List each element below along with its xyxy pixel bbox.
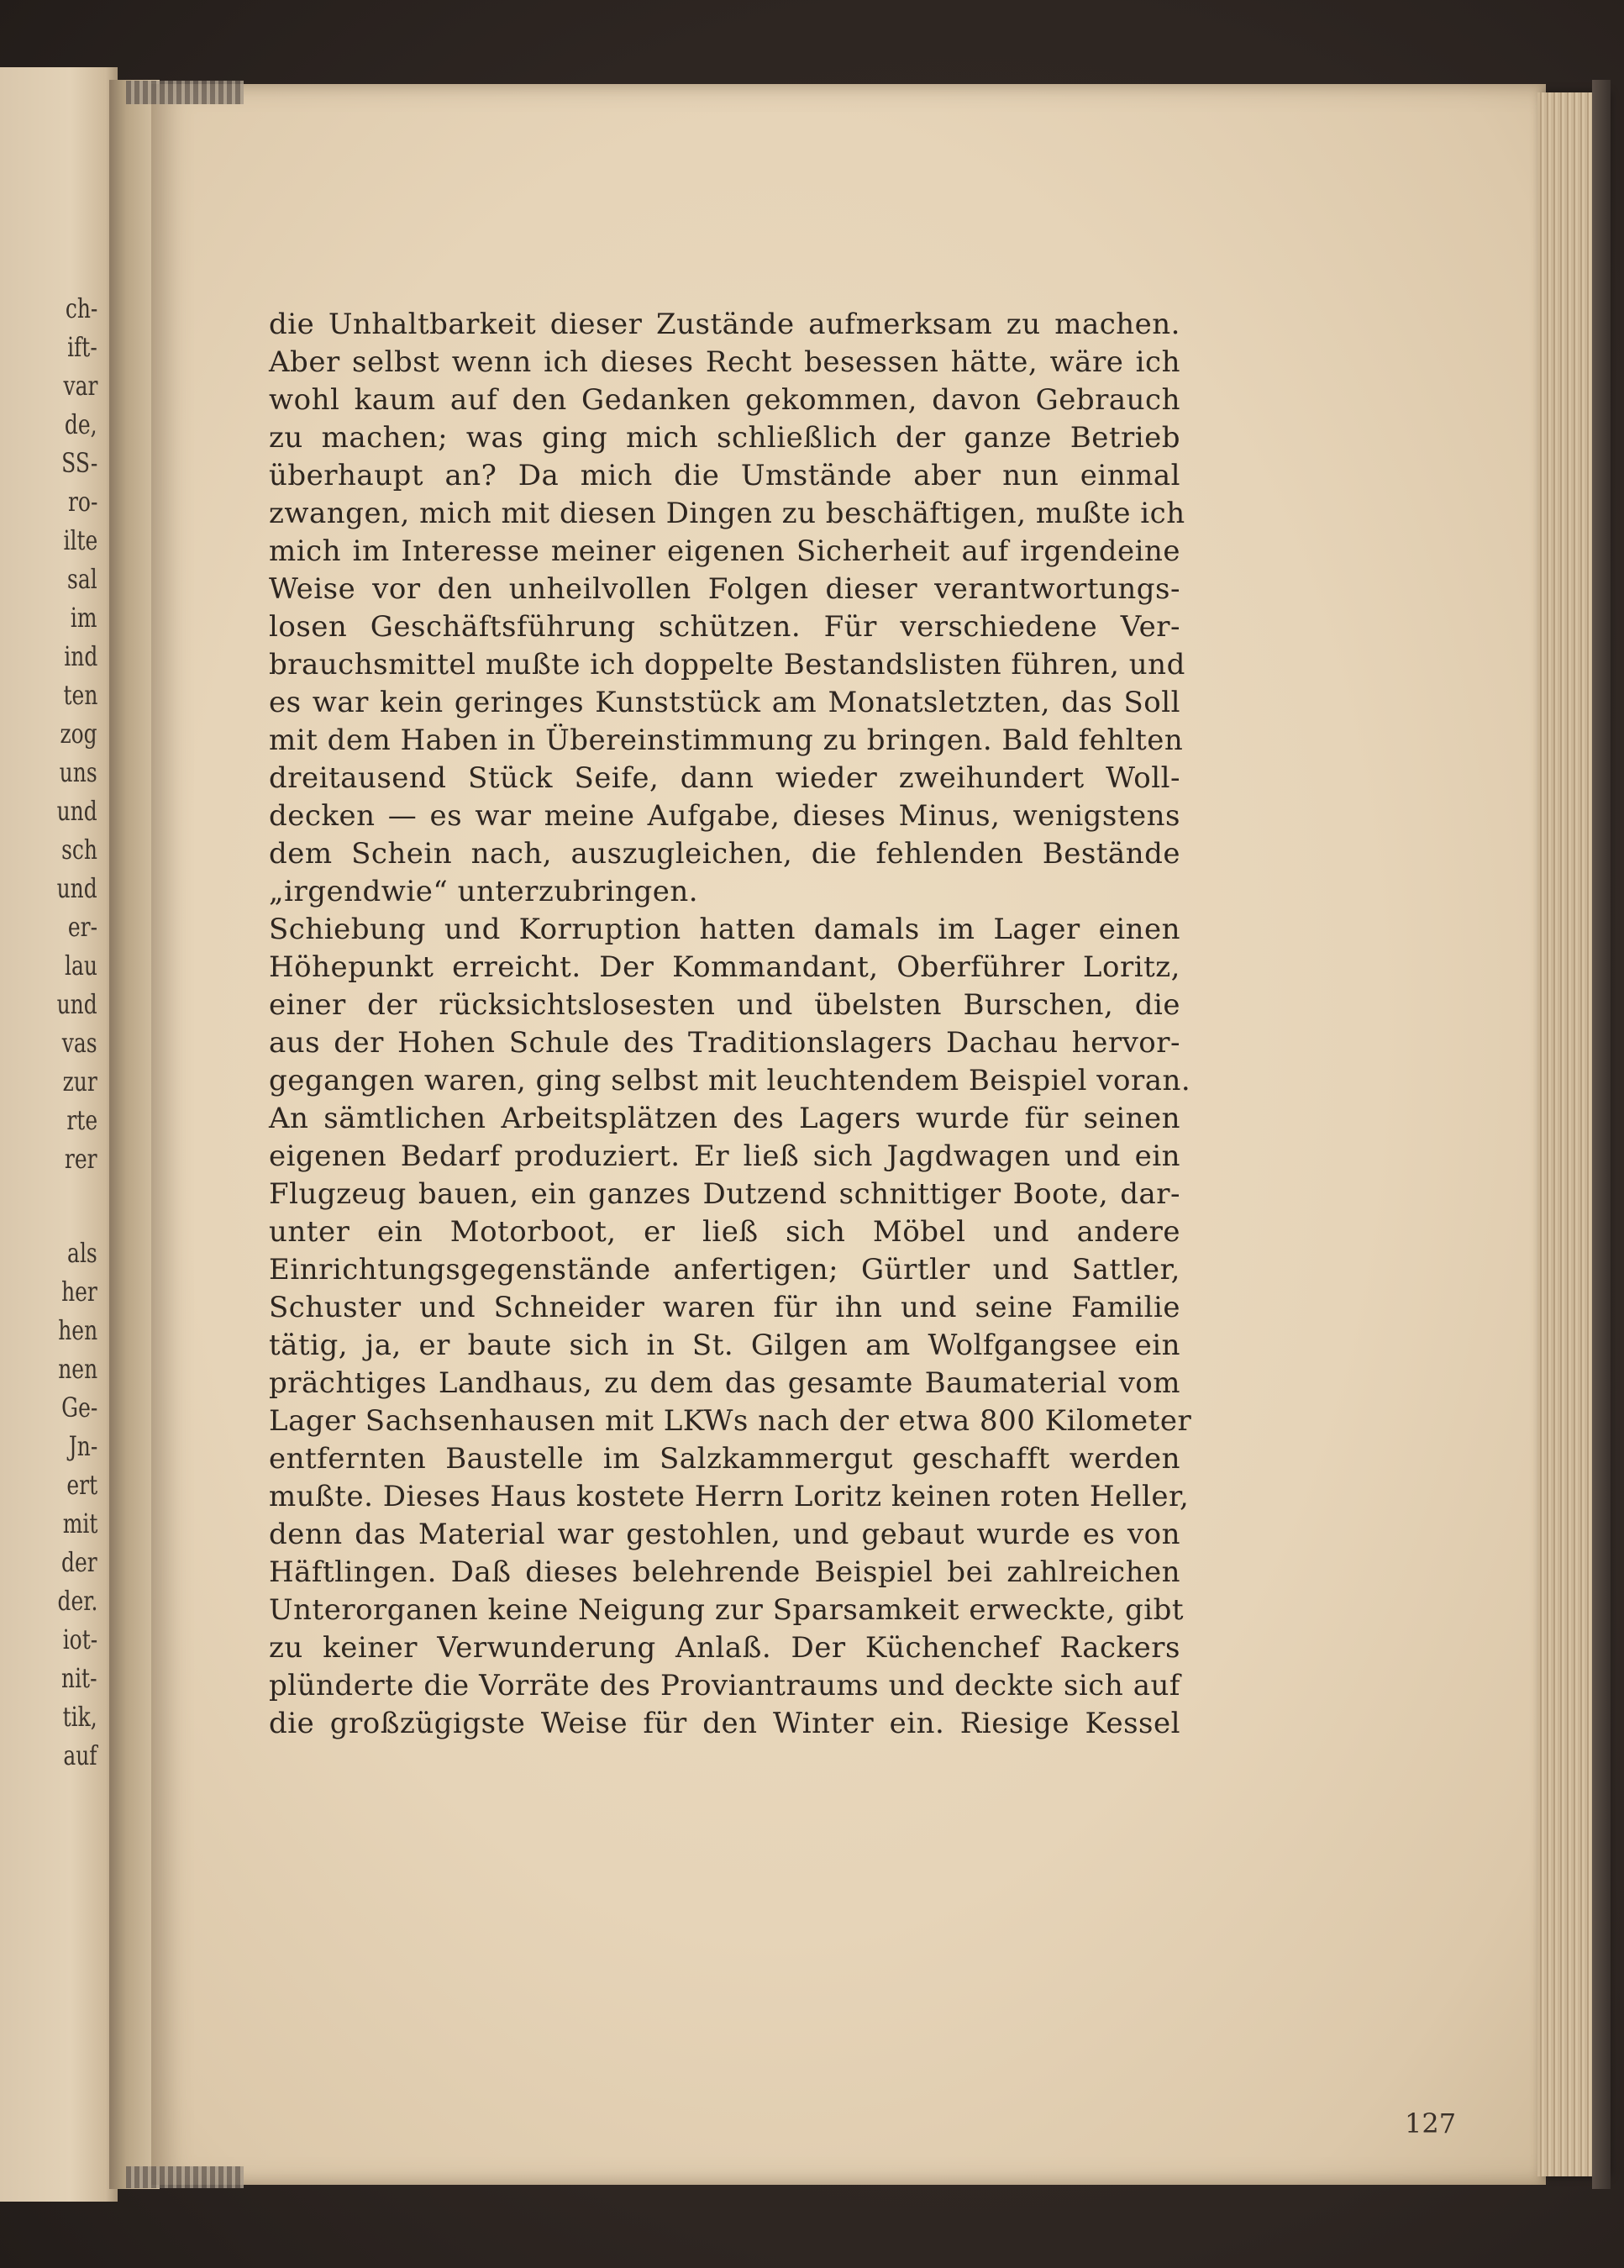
text-line: Schiebung und Korruption hatten damals im Lager einen [269,913,1180,946]
left-page-fragment: auf [63,1739,97,1771]
book-cover-edge [1592,80,1611,2189]
text-line: plünderte die Vorräte des Proviantraums und deckte sich auf [269,1669,1180,1702]
text-line: Flugzeug bauen, ein ganzes Dutzend schnittiger Boote, dar- [269,1177,1180,1211]
left-page-fragment: Jn- [68,1430,97,1462]
left-page-fragment: her [61,1276,97,1308]
text-line: Häftlingen. Daß dieses belehrende Beispiel bei zahlreichen [269,1555,1180,1589]
left-page-fragment: iot- [62,1623,97,1655]
left-page-fragment: er- [67,911,97,943]
text-line: Aber selbst wenn ich dieses Recht besessen hätte, wäre ich [269,345,1180,379]
text-line: brauchsmittel mußte ich doppelte Bestandslisten führen, und [269,648,1185,681]
text-line: denn das Material war gestohlen, und gebaut wurde es von [269,1518,1180,1551]
left-page-fragment: ilte [63,524,97,556]
text-line: losen Geschäftsführung schützen. Für verschiedene Ver- [269,610,1180,644]
text-line: aus der Hohen Schule des Traditionslagers Dachau hervor- [269,1026,1180,1060]
left-page-fragment: im [71,602,97,634]
left-page-fragment: ch- [65,292,97,324]
text-line: gegangen waren, ging selbst mit leuchtendem Beispiel voran. [269,1064,1191,1097]
text-line: zu machen; was ging mich schließlich der ganze Betrieb [269,421,1180,455]
text-line: Höhepunkt erreicht. Der Kommandant, Oberführer Loritz, [269,950,1180,984]
left-page-fragment: rer [65,1143,97,1175]
left-page-fragment: als [67,1237,97,1269]
left-page-fragment: vas [62,1027,97,1059]
text-line: es war kein geringes Kunststück am Monatsletzten, das Soll [269,686,1180,719]
text-line: einer der rücksichtslosesten und übelsten Burschen, die [269,988,1180,1022]
text-line: zwangen, mich mit diesen Dingen zu beschäftigen, mußte ich [269,497,1185,530]
left-page-fragment: und [56,795,97,827]
text-line: mit dem Haben in Übereinstimmung zu bringen. Bald fehlten [269,724,1184,757]
left-page-fragment: und [56,872,97,904]
left-page-fragment: ro- [67,486,97,518]
text-line: An sämtlichen Arbeitsplätzen des Lagers wurde für seinen [269,1102,1180,1135]
left-page-fragment: hen [58,1314,97,1346]
text-line: dreitausend Stück Seife, dann wieder zweihundert Woll- [269,761,1180,795]
left-page-fragment: mit [62,1508,97,1539]
previous-page-edge [0,67,118,2202]
left-page-fragment: sal [67,563,97,595]
text-line: dem Schein nach, auszugleichen, die fehlenden Bestände [269,837,1180,871]
left-page-fragment: zur [62,1066,97,1097]
text-line: tätig, ja, er baute sich in St. Gilgen am Wolfgangsee ein [269,1329,1180,1362]
text-line: Schuster und Schneider waren für ihn und seine Familie [269,1291,1180,1324]
left-page-fragment: ert [66,1469,97,1501]
text-line: wohl kaum auf den Gedanken gekommen, davon Gebrauch [269,383,1180,417]
binding-stitch-bottom [126,2166,244,2188]
text-line: Unterorganen keine Neigung zur Sparsamkeit erweckte, gibt [269,1593,1185,1627]
left-page-fragment: de, [65,408,97,440]
text-line: Einrichtungsgegenstände anfertigen; Gürtler und Sattler, [269,1253,1180,1287]
text-line: die großzügigste Weise für den Winter ein. Riesige Kessel [269,1707,1180,1740]
text-line: mußte. Dieses Haus kostete Herrn Loritz keinen roten Heller, [269,1480,1190,1513]
left-page-fragment: lau [65,950,97,981]
left-page-fragment: der [61,1546,97,1578]
text-line: zu keiner Verwunderung Anlaß. Der Küchenchef Rackers [269,1631,1180,1665]
left-page-fragment: rte [66,1104,97,1136]
left-page-fragment: ten [63,679,97,711]
left-page-fragment: und [56,988,97,1020]
binding-stitch-top [126,81,244,104]
text-line: überhaupt an? Da mich die Umstände aber nun einmal [269,459,1180,492]
text-line: „irgendwie“ unterzubringen. [269,875,699,908]
text-line: unter ein Motorboot, er ließ sich Möbel und andere [269,1215,1180,1249]
text-line: decken — es war meine Aufgabe, dieses Minus, wenigstens [269,799,1180,833]
left-page-fragment: ift- [67,331,97,363]
left-page-fragment: Ge- [60,1392,97,1423]
left-page-fragment: SS- [60,447,97,479]
text-line: prächtiges Landhaus, zu dem das gesamte Baumaterial vom [269,1366,1180,1400]
text-line: entfernten Baustelle im Salzkammergut geschafft werden [269,1442,1180,1476]
text-line: die Unhaltbarkeit dieser Zustände aufmerksam zu machen. [269,308,1180,341]
left-page-fragment: sch [61,834,97,866]
left-page-fragment: ind [63,640,97,672]
left-page-fragment: uns [60,756,97,788]
text-line: Lager Sachsenhausen mit LKWs nach der etwa 800 Kilometer [269,1404,1192,1438]
text-line: Weise vor den unheilvollen Folgen dieser verantwortungs- [269,572,1180,606]
left-page-fragment: der. [57,1585,97,1617]
left-page-fragment: zog [60,718,97,750]
left-page-fragment: nen [58,1353,97,1385]
text-line: eigenen Bedarf produziert. Er ließ sich Jagdwagen und ein [269,1139,1180,1173]
left-page-fragment: nit- [61,1662,97,1694]
text-line: mich im Interesse meiner eigenen Sicherheit auf irgendeine [269,534,1180,568]
left-page-fragment: tik, [62,1701,97,1733]
page-number: 127 [1405,2108,1457,2139]
left-page-fragment: var [63,370,97,402]
